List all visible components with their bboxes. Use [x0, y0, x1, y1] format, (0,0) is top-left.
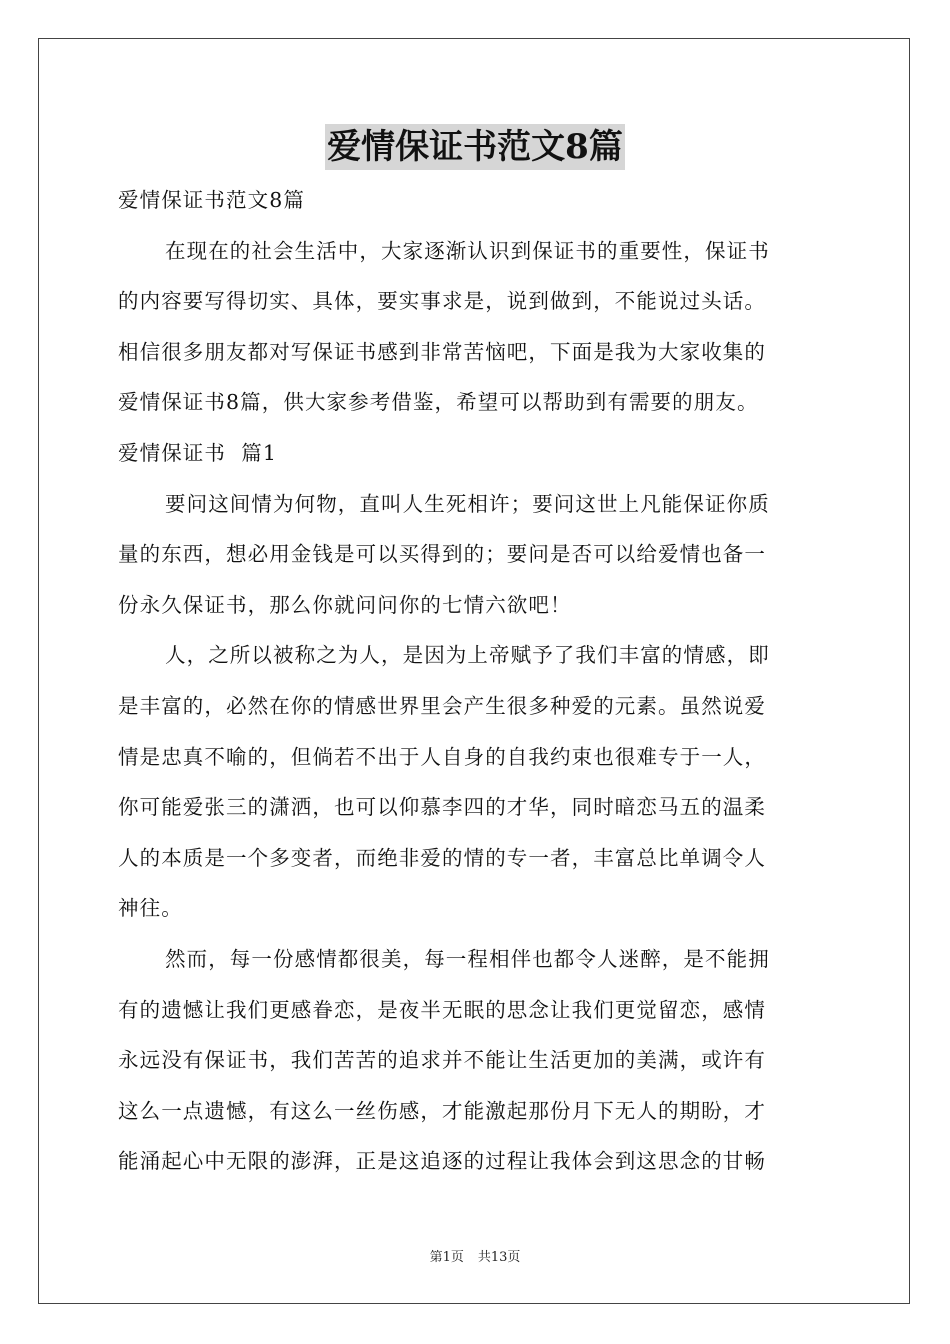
- text-line: 是丰富的，必然在你的情感世界里会产生很多种爱的元素。虽然说爱: [118, 693, 766, 718]
- text-line: 然而，每一份感情都很美，每一程相伴也都令人迷醉，是不能拥: [165, 946, 770, 971]
- text-line: 情是忠真不喻的，但倘若不出于人自身的自我约束也很难专于一人，: [118, 744, 766, 769]
- text-line: 你可能爱张三的潇洒，也可以仰慕李四的才华，同时暗恋马五的温柔: [118, 795, 766, 820]
- text-line: 能涌起心中无限的澎湃，正是这追逐的过程让我体会到这思念的甘畅: [118, 1149, 766, 1174]
- text-line: 神往。: [118, 896, 183, 921]
- text-line: 爱情保证书8篇，供大家参考借鉴，希望可以帮助到有需要的朋友。: [118, 390, 759, 415]
- text-line: 要问这间情为何物，直叫人生死相许；要问这世上凡能保证你质: [165, 491, 770, 516]
- section-heading: 爱情保证书 篇1: [118, 440, 277, 465]
- document-subtitle: 爱情保证书范文8篇: [118, 188, 305, 212]
- text-line: 的内容要写得切实、具体，要实事求是，说到做到，不能说过头话。: [118, 289, 766, 314]
- paragraph-2: [118, 630, 834, 934]
- intro-paragraph: [118, 226, 834, 428]
- text-line: 人的本质是一个多变者，而绝非爱的情的专一者，丰富总比单调令人: [118, 845, 766, 870]
- text-line: 永远没有保证书，我们苦苦的追求并不能让生活更加的美满，或许有: [118, 1048, 766, 1073]
- page-footer: [0, 1250, 950, 1266]
- page-total: 共13页: [477, 1250, 521, 1265]
- page-number: 第1页: [429, 1250, 464, 1265]
- text-line: 份永久保证书，那么你就问问你的七情六欲吧！: [118, 592, 572, 617]
- title-container: [0, 124, 950, 170]
- text-line: 在现在的社会生活中，大家逐渐认识到保证书的重要性，保证书: [165, 238, 770, 263]
- text-line: 相信很多朋友都对写保证书感到非常苦恼吧，下面是我为大家收集的: [118, 339, 766, 364]
- paragraph-1: [118, 479, 834, 631]
- text-line: 人，之所以被称之为人，是因为上帝赋予了我们丰富的情感，即: [165, 643, 770, 668]
- document-title: 爱情保证书范文8篇: [325, 124, 625, 170]
- text-line: 这么一点遗憾，有这么一丝伤感，才能激起那份月下无人的期盼，才: [118, 1098, 766, 1123]
- document-body: [118, 175, 834, 1187]
- paragraph-3: [118, 934, 834, 1187]
- text-line: 量的东西，想必用金钱是可以买得到的；要问是否可以给爱情也备一: [118, 542, 766, 567]
- text-line: 有的遗憾让我们更感眷恋，是夜半无眠的思念让我们更觉留恋，感情: [118, 997, 766, 1022]
